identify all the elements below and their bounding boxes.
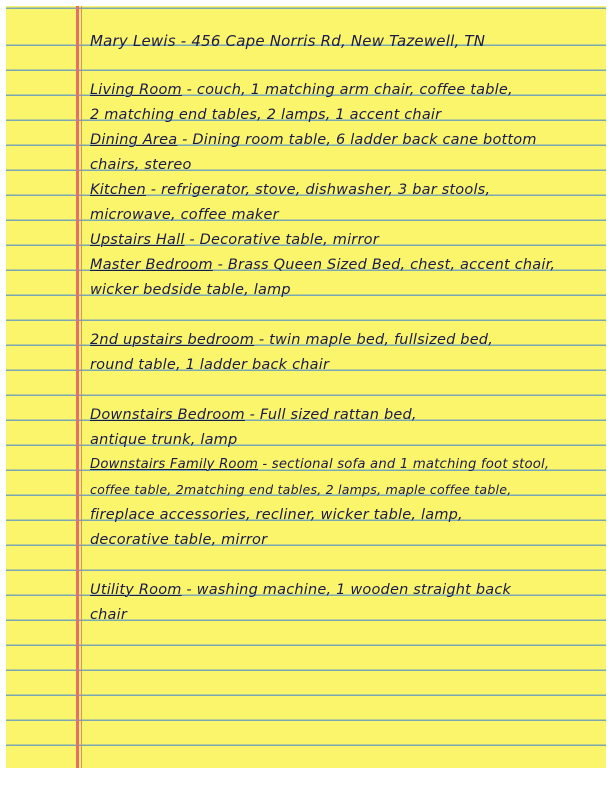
kitchen-items: - refrigerator, stove, dishwasher, 3 bar stools, [145, 182, 491, 198]
kitchen-line-2: microwave, coffee maker [90, 207, 279, 223]
utility-room-line-2: chair [90, 607, 128, 623]
dining-area-items: - Dining room table, 6 ladder back cane bottom [177, 132, 537, 148]
dining-area-heading: Dining Area [90, 132, 178, 148]
master-bedroom-line-1 [90, 257, 555, 273]
downstairs-bedroom-heading: Downstairs Bedroom [90, 407, 245, 423]
kitchen-heading: Kitchen [90, 182, 146, 198]
family-room-line-1 [90, 457, 549, 472]
downstairs-bedroom-line-1 [90, 407, 417, 423]
living-room-items: - couch, 1 matching arm chair, coffee table, [181, 82, 513, 98]
legal-pad-page [6, 6, 606, 768]
living-room-line-2: 2 matching end tables, 2 lamps, 1 accent chair [90, 107, 442, 123]
living-room-heading: Living Room [90, 82, 182, 98]
dining-area-line-2: chairs, stereo [90, 157, 192, 173]
utility-room-heading: Utility Room [90, 582, 182, 598]
upstairs-hall-heading: Upstairs Hall [90, 232, 185, 248]
utility-room-items: - washing machine, 1 wooden straight back [181, 582, 512, 598]
downstairs-bedroom-line-2: antique trunk, lamp [90, 432, 238, 448]
family-room-items: - sectional sofa and 1 matching foot stool, [258, 457, 550, 472]
master-bedroom-items: - Brass Queen Sized Bed, chest, accent chair, [212, 257, 556, 273]
header-line: Mary Lewis - 456 Cape Norris Rd, New Tazewell, TN [90, 32, 486, 50]
second-bedroom-line-1 [90, 332, 493, 348]
upstairs-hall-line-1 [90, 232, 379, 248]
family-room-line-4: decorative table, mirror [90, 532, 268, 548]
master-bedroom-line-2: wicker bedside table, lamp [90, 282, 291, 298]
utility-room-line-1 [90, 582, 511, 598]
kitchen-line-1 [90, 182, 490, 198]
upstairs-hall-items: - Decorative table, mirror [184, 232, 379, 248]
handwritten-inventory [6, 6, 606, 768]
family-room-line-2: coffee table, 2matching end tables, 2 lamps, maple coffee table, [90, 482, 512, 497]
second-bedroom-line-2: round table, 1 ladder back chair [90, 357, 330, 373]
second-bedroom-items: - twin maple bed, fullsized bed, [254, 332, 494, 348]
second-bedroom-heading: 2nd upstairs bedroom [90, 332, 255, 348]
living-room-line-1 [90, 82, 513, 98]
master-bedroom-heading: Master Bedroom [90, 257, 213, 273]
family-room-heading: Downstairs Family Room [90, 457, 259, 472]
downstairs-bedroom-items: - Full sized rattan bed, [244, 407, 417, 423]
family-room-line-3: fireplace accessories, recliner, wicker table, lamp, [90, 507, 463, 523]
dining-area-line-1 [90, 132, 537, 148]
